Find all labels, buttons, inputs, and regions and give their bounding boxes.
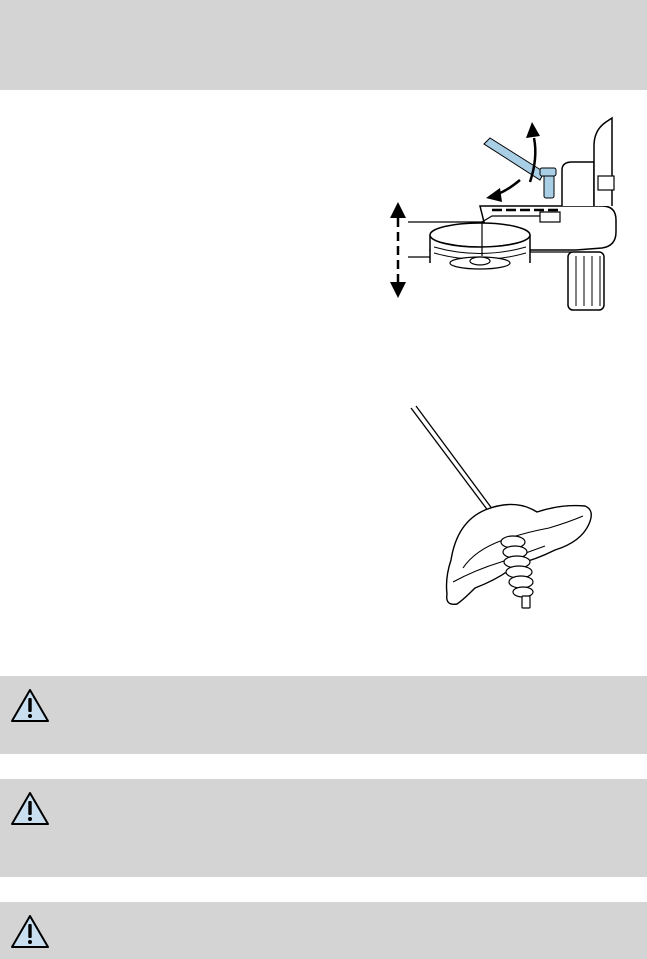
spare-tire-winch-lowering-illustration [380, 110, 630, 320]
tire-retainer-figure [405, 400, 600, 625]
spare-tire-lowering-figure [380, 110, 630, 320]
warning-triangle-icon [10, 914, 50, 950]
spare-tire-icon [430, 223, 530, 269]
jack-handle-icon [484, 138, 556, 198]
warning-box [0, 676, 647, 754]
warning-box [0, 902, 647, 959]
warning-triangle-icon [10, 791, 50, 827]
header-band [0, 0, 647, 90]
warning-box [0, 779, 647, 877]
tire-retainer-cable-illustration [405, 400, 600, 625]
up-down-arrow-icon [390, 202, 406, 298]
warning-triangle-icon [10, 688, 50, 724]
